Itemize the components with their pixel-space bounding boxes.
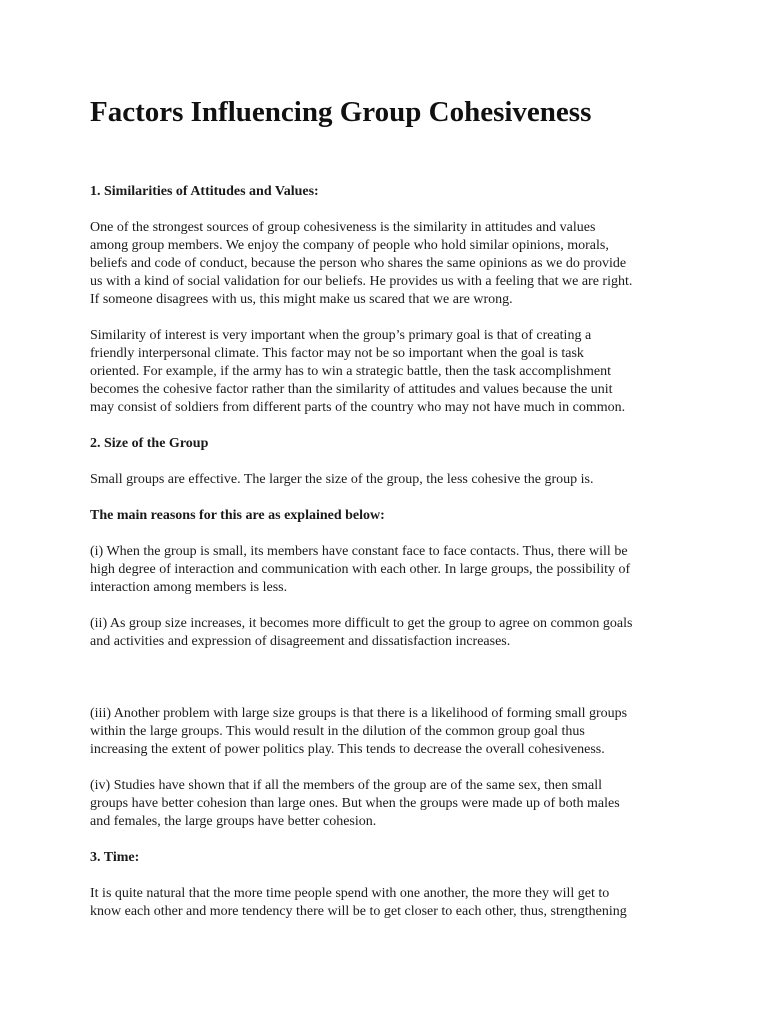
- text-line: and females, the large groups have better cohesion.: [90, 814, 377, 829]
- text-line: friendly interpersonal climate. This factor may not be so important when the goal is task: [90, 346, 584, 361]
- text-line: among group members. We enjoy the company of people who hold similar opinions, morals,: [90, 238, 609, 253]
- body-paragraph: [90, 219, 690, 309]
- text-line: interaction among members is less.: [90, 580, 288, 595]
- text-line: (iv) Studies have shown that if all the members of the group are of the same sex, then small: [90, 778, 603, 793]
- body-paragraph: [90, 471, 690, 489]
- body-paragraph: [90, 885, 690, 921]
- text-line: It is quite natural that the more time people spend with one another, the more they will get to: [90, 886, 610, 901]
- text-line: (iii) Another problem with large size groups is that there is a likelihood of forming small groups: [90, 706, 628, 721]
- text-line: us with a kind of social validation for our beliefs. He provides us with a feeling that we are right.: [90, 274, 633, 289]
- body-paragraph: [90, 543, 690, 597]
- blank-line: [90, 669, 690, 687]
- text-line: and activities and expression of disagreement and dissatisfaction increases.: [90, 634, 511, 649]
- text-line: (i) When the group is small, its members have constant face to face contacts. Thus, there will be: [90, 544, 628, 559]
- text-line: If someone disagrees with us, this might make us scared that we are wrong.: [90, 292, 513, 307]
- text-line: within the large groups. This would result in the dilution of the common group goal thus: [90, 724, 585, 739]
- section-heading: 3. Time:: [90, 850, 140, 865]
- text-line: becomes the cohesive factor rather than the similarity of attitudes and values because the unit: [90, 382, 613, 397]
- text-line: beliefs and code of conduct, because the person who shares the same opinions as we do provide: [90, 256, 627, 271]
- text-line: oriented. For example, if the army has to win a strategic battle, then the task accomplishment: [90, 364, 611, 379]
- document-body: [90, 183, 690, 939]
- text-line: (ii) As group size increases, it becomes more difficult to get the group to agree on common goals: [90, 616, 633, 631]
- text-line: may consist of soldiers from different parts of the country who may not have much in common.: [90, 400, 626, 415]
- section-heading: 1. Similarities of Attitudes and Values:: [90, 184, 319, 199]
- body-paragraph: [90, 327, 690, 417]
- text-line: Small groups are effective. The larger the size of the group, the less cohesive the group is.: [90, 472, 594, 487]
- document-title: Factors Influencing Group Cohesiveness: [90, 96, 592, 128]
- body-paragraph: [90, 705, 690, 759]
- section-heading: The main reasons for this are as explained below:: [90, 508, 385, 523]
- body-paragraph: [90, 777, 690, 831]
- section-heading: 2. Size of the Group: [90, 436, 209, 451]
- text-line: high degree of interaction and communication with each other. In large groups, the possibility of: [90, 562, 631, 577]
- text-line: Similarity of interest is very important when the group’s primary goal is that of creating a: [90, 328, 592, 343]
- body-paragraph: [90, 615, 690, 651]
- text-line: groups have better cohesion than large ones. But when the groups were made up of both males: [90, 796, 620, 811]
- text-line: One of the strongest sources of group cohesiveness is the similarity in attitudes and values: [90, 220, 596, 235]
- text-line: know each other and more tendency there will be to get closer to each other, thus, strengthening: [90, 904, 627, 919]
- text-line: increasing the extent of power politics play. This tends to decrease the overall cohesiveness.: [90, 742, 605, 757]
